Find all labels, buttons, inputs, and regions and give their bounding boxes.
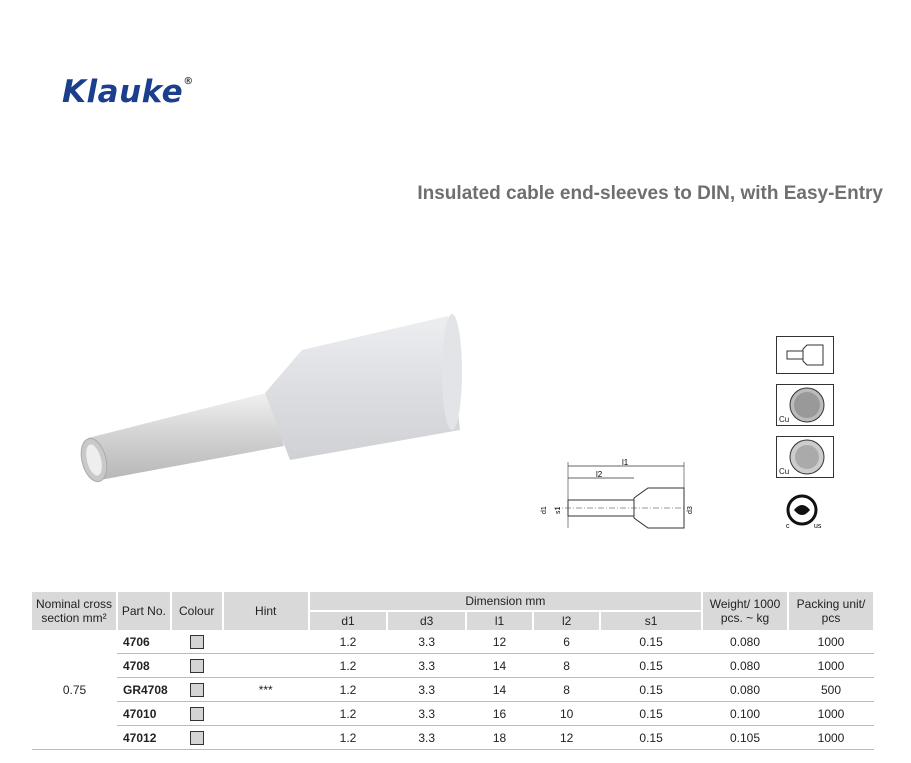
stranded-cu-icon [776,436,834,478]
s1-cell: 0.15 [600,678,702,702]
d1-cell: 1.2 [309,678,388,702]
weight-cell: 0.105 [702,726,788,750]
brand-logo [62,74,194,110]
weight-cell: 0.100 [702,702,788,726]
l1-cell: 14 [466,654,533,678]
label-l2: l2 [596,470,603,479]
colour-swatch-cell [171,630,223,654]
table-row [32,726,874,750]
d1-cell: 1.2 [309,702,388,726]
packing-cell: 1000 [788,726,874,750]
s1-cell: 0.15 [600,702,702,726]
part-number: 47010 [117,702,171,726]
l2-cell: 8 [533,678,600,702]
part-number: 4706 [117,630,171,654]
cross-section-value: 0.75 [32,630,117,750]
hint-cell [223,726,309,750]
l2-cell: 8 [533,654,600,678]
packing-cell: 1000 [788,654,874,678]
d3-cell: 3.3 [387,630,466,654]
colour-swatch [190,683,204,697]
header-d1: d1 [309,611,388,630]
header-dimension: Dimension mm [309,592,702,611]
label-d3: d3 [687,506,694,514]
table-row [32,654,874,678]
colour-swatch [190,731,204,745]
s1-cell: 0.15 [600,654,702,678]
feature-icons [776,336,834,535]
fine-strand-cu-icon [776,384,834,426]
colour-swatch [190,707,204,721]
hint-cell [223,630,309,654]
d3-cell: 3.3 [387,726,466,750]
l1-cell: 12 [466,630,533,654]
registered-mark: ® [183,76,194,87]
cable-end-sleeve-icon [776,336,834,374]
header-nominal: Nominal cross section mm² [32,592,117,630]
weight-cell: 0.080 [702,678,788,702]
logo-text: Klauke [62,74,184,110]
header-weight: Weight/ 1000 pcs. ~ kg [702,592,788,630]
hint-cell [223,654,309,678]
header-l2: l2 [533,611,600,630]
header-packing: Packing unit/ pcs [788,592,874,630]
colour-swatch-cell [171,654,223,678]
hint-cell: *** [223,678,309,702]
packing-cell: 1000 [788,702,874,726]
label-l1: l1 [622,458,629,467]
colour-swatch [190,659,204,673]
l2-cell: 10 [533,702,600,726]
table-row [32,630,874,654]
colour-swatch-cell [171,678,223,702]
l2-cell: 6 [533,630,600,654]
label-s1: s1 [555,506,562,514]
table-row [32,678,874,702]
d3-cell: 3.3 [387,702,466,726]
d1-cell: 1.2 [309,630,388,654]
svg-text:us: us [814,523,822,530]
hint-cell [223,702,309,726]
page-title: Insulated cable end-sleeves to DIN, with Easy-Entry [417,183,883,204]
cu-label: Cu [779,415,790,424]
s1-cell: 0.15 [600,630,702,654]
weight-cell: 0.080 [702,630,788,654]
packing-cell: 500 [788,678,874,702]
weight-cell: 0.080 [702,654,788,678]
label-d1: d1 [541,506,548,514]
table-row [32,702,874,726]
part-number: GR4708 [117,678,171,702]
header-part: Part No. [117,592,171,630]
part-number: 47012 [117,726,171,750]
header-colour: Colour [171,592,223,630]
l1-cell: 16 [466,702,533,726]
cu-label: Cu [779,467,790,476]
spec-table [32,592,875,750]
svg-text:c: c [786,523,790,530]
colour-swatch-cell [171,726,223,750]
part-number: 4708 [117,654,171,678]
header-l1: l1 [466,611,533,630]
colour-swatch [190,635,204,649]
d3-cell: 3.3 [387,654,466,678]
header-d3: d3 [387,611,466,630]
d1-cell: 1.2 [309,654,388,678]
l1-cell: 18 [466,726,533,750]
header-hint: Hint [223,592,309,630]
packing-cell: 1000 [788,630,874,654]
colour-swatch-cell [171,702,223,726]
d1-cell: 1.2 [309,726,388,750]
header-s1: s1 [600,611,702,630]
product-image [70,310,470,500]
l2-cell: 12 [533,726,600,750]
s1-cell: 0.15 [600,726,702,750]
dimension-drawing [536,458,696,538]
d3-cell: 3.3 [387,678,466,702]
l1-cell: 14 [466,678,533,702]
csa-us-certification-icon [776,492,832,530]
